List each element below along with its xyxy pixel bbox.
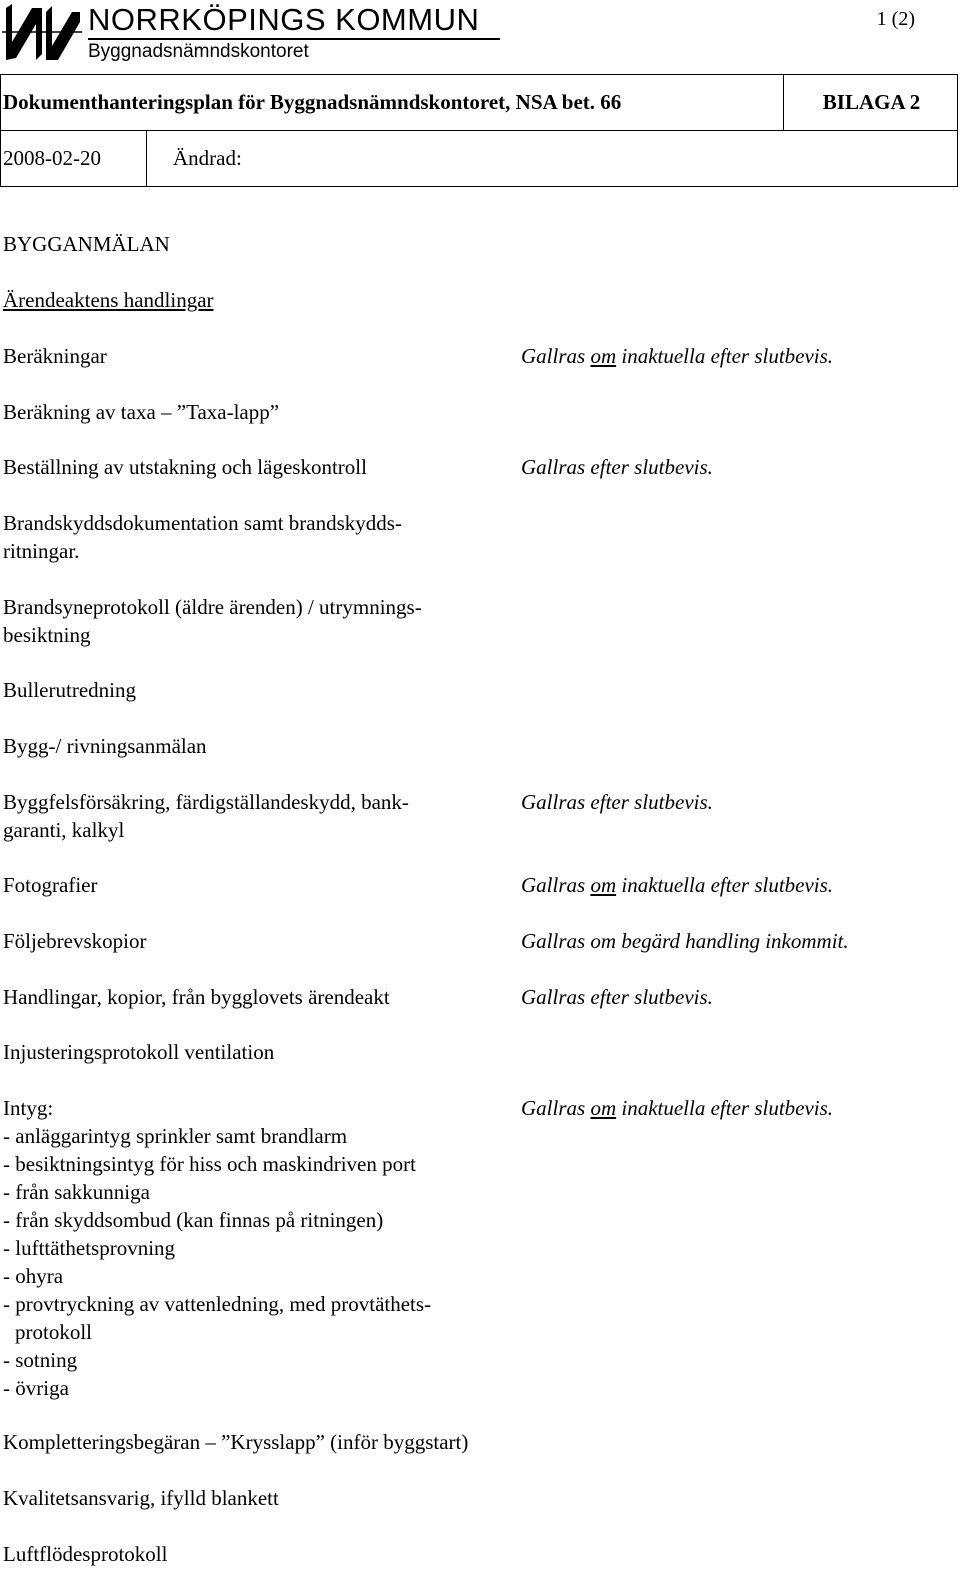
changed-label: Ändrad:: [147, 131, 958, 187]
retention-note: Gallras om inaktuella efter slutbevis.: [521, 1096, 834, 1120]
list-item: Injusteringsprotokoll ventilation: [3, 1040, 275, 1064]
list-item: Handlingar, kopior, från bygglovets ärendeakt: [3, 985, 390, 1009]
intyg-list: [3, 1094, 431, 1402]
title-table: [0, 74, 958, 131]
intyg-line: - från skyddsombud (kan finnas på ritningen): [3, 1208, 384, 1232]
retention-note: Gallras om begärd handling inkommit.: [521, 929, 849, 953]
intyg-line: - lufttäthetsprovning: [3, 1236, 176, 1260]
list-item: Brandsyneprotokoll (äldre ärenden) / utrymnings- besiktning: [3, 595, 422, 647]
list-item: Följebrevskopior: [3, 929, 147, 953]
intyg-line: - från sakkunniga: [3, 1180, 150, 1204]
intyg-line: - besiktningsintyg för hiss och maskindriven port: [3, 1152, 416, 1176]
intyg-line: - övriga: [3, 1376, 69, 1400]
list-item: Byggfelsförsäkring, färdigställandeskydd, bank- garanti, kalkyl: [3, 790, 409, 842]
list-item: Bullerutredning: [3, 678, 136, 702]
retention-note: Gallras efter slutbevis.: [521, 985, 713, 1009]
date-table: [0, 130, 958, 187]
list-item: Luftflödesprotokoll: [3, 1542, 168, 1566]
section-subtitle: Ärendeaktens handlingar: [3, 288, 214, 312]
list-item: Bygg-/ rivningsanmälan: [3, 734, 207, 758]
page-number: 1 (2): [876, 8, 915, 30]
intyg-line: - provtryckning av vattenledning, med provtäthets-: [3, 1292, 432, 1316]
norrkoping-logo-icon: [2, 2, 82, 62]
list-item: Beställning av utstakning och lägeskontroll: [3, 455, 367, 479]
retention-note: Gallras efter slutbevis.: [521, 455, 713, 479]
list-item: Kompletteringsbegäran – ”Krysslapp” (inför byggstart): [3, 1430, 469, 1454]
intyg-line: - sotning: [3, 1348, 78, 1372]
department-name: Byggnadsnämndskontoret: [88, 41, 309, 62]
list-item: Brandskyddsdokumentation samt brandskydds- ritningar.: [3, 511, 402, 563]
document-title: Dokumenthanteringsplan för Byggnadsnämndskontoret, NSA bet. 66: [1, 75, 784, 131]
intyg-line: protokoll: [15, 1320, 92, 1344]
org-name: NORRKÖPINGS KOMMUN: [88, 2, 480, 37]
intyg-line: - ohyra: [3, 1264, 64, 1288]
document-date: 2008-02-20: [1, 131, 147, 187]
section-title: BYGGANMÄLAN: [3, 232, 170, 256]
list-item: Kvalitetsansvarig, ifylld blankett: [3, 1486, 279, 1510]
appendix-label: BILAGA 2: [784, 75, 958, 131]
retention-note: Gallras efter slutbevis.: [521, 790, 713, 814]
list-item: Beräkning av taxa – ”Taxa-lapp”: [3, 400, 280, 424]
municipality-logo: [2, 2, 502, 62]
list-item: Fotografier: [3, 873, 98, 897]
list-item: Beräkningar: [3, 344, 107, 368]
retention-note: Gallras om inaktuella efter slutbevis.: [521, 344, 834, 368]
retention-note: Gallras om inaktuella efter slutbevis.: [521, 873, 834, 897]
intyg-heading: Intyg:: [3, 1096, 54, 1120]
intyg-line: - anläggarintyg sprinkler samt brandlarm: [3, 1124, 348, 1148]
